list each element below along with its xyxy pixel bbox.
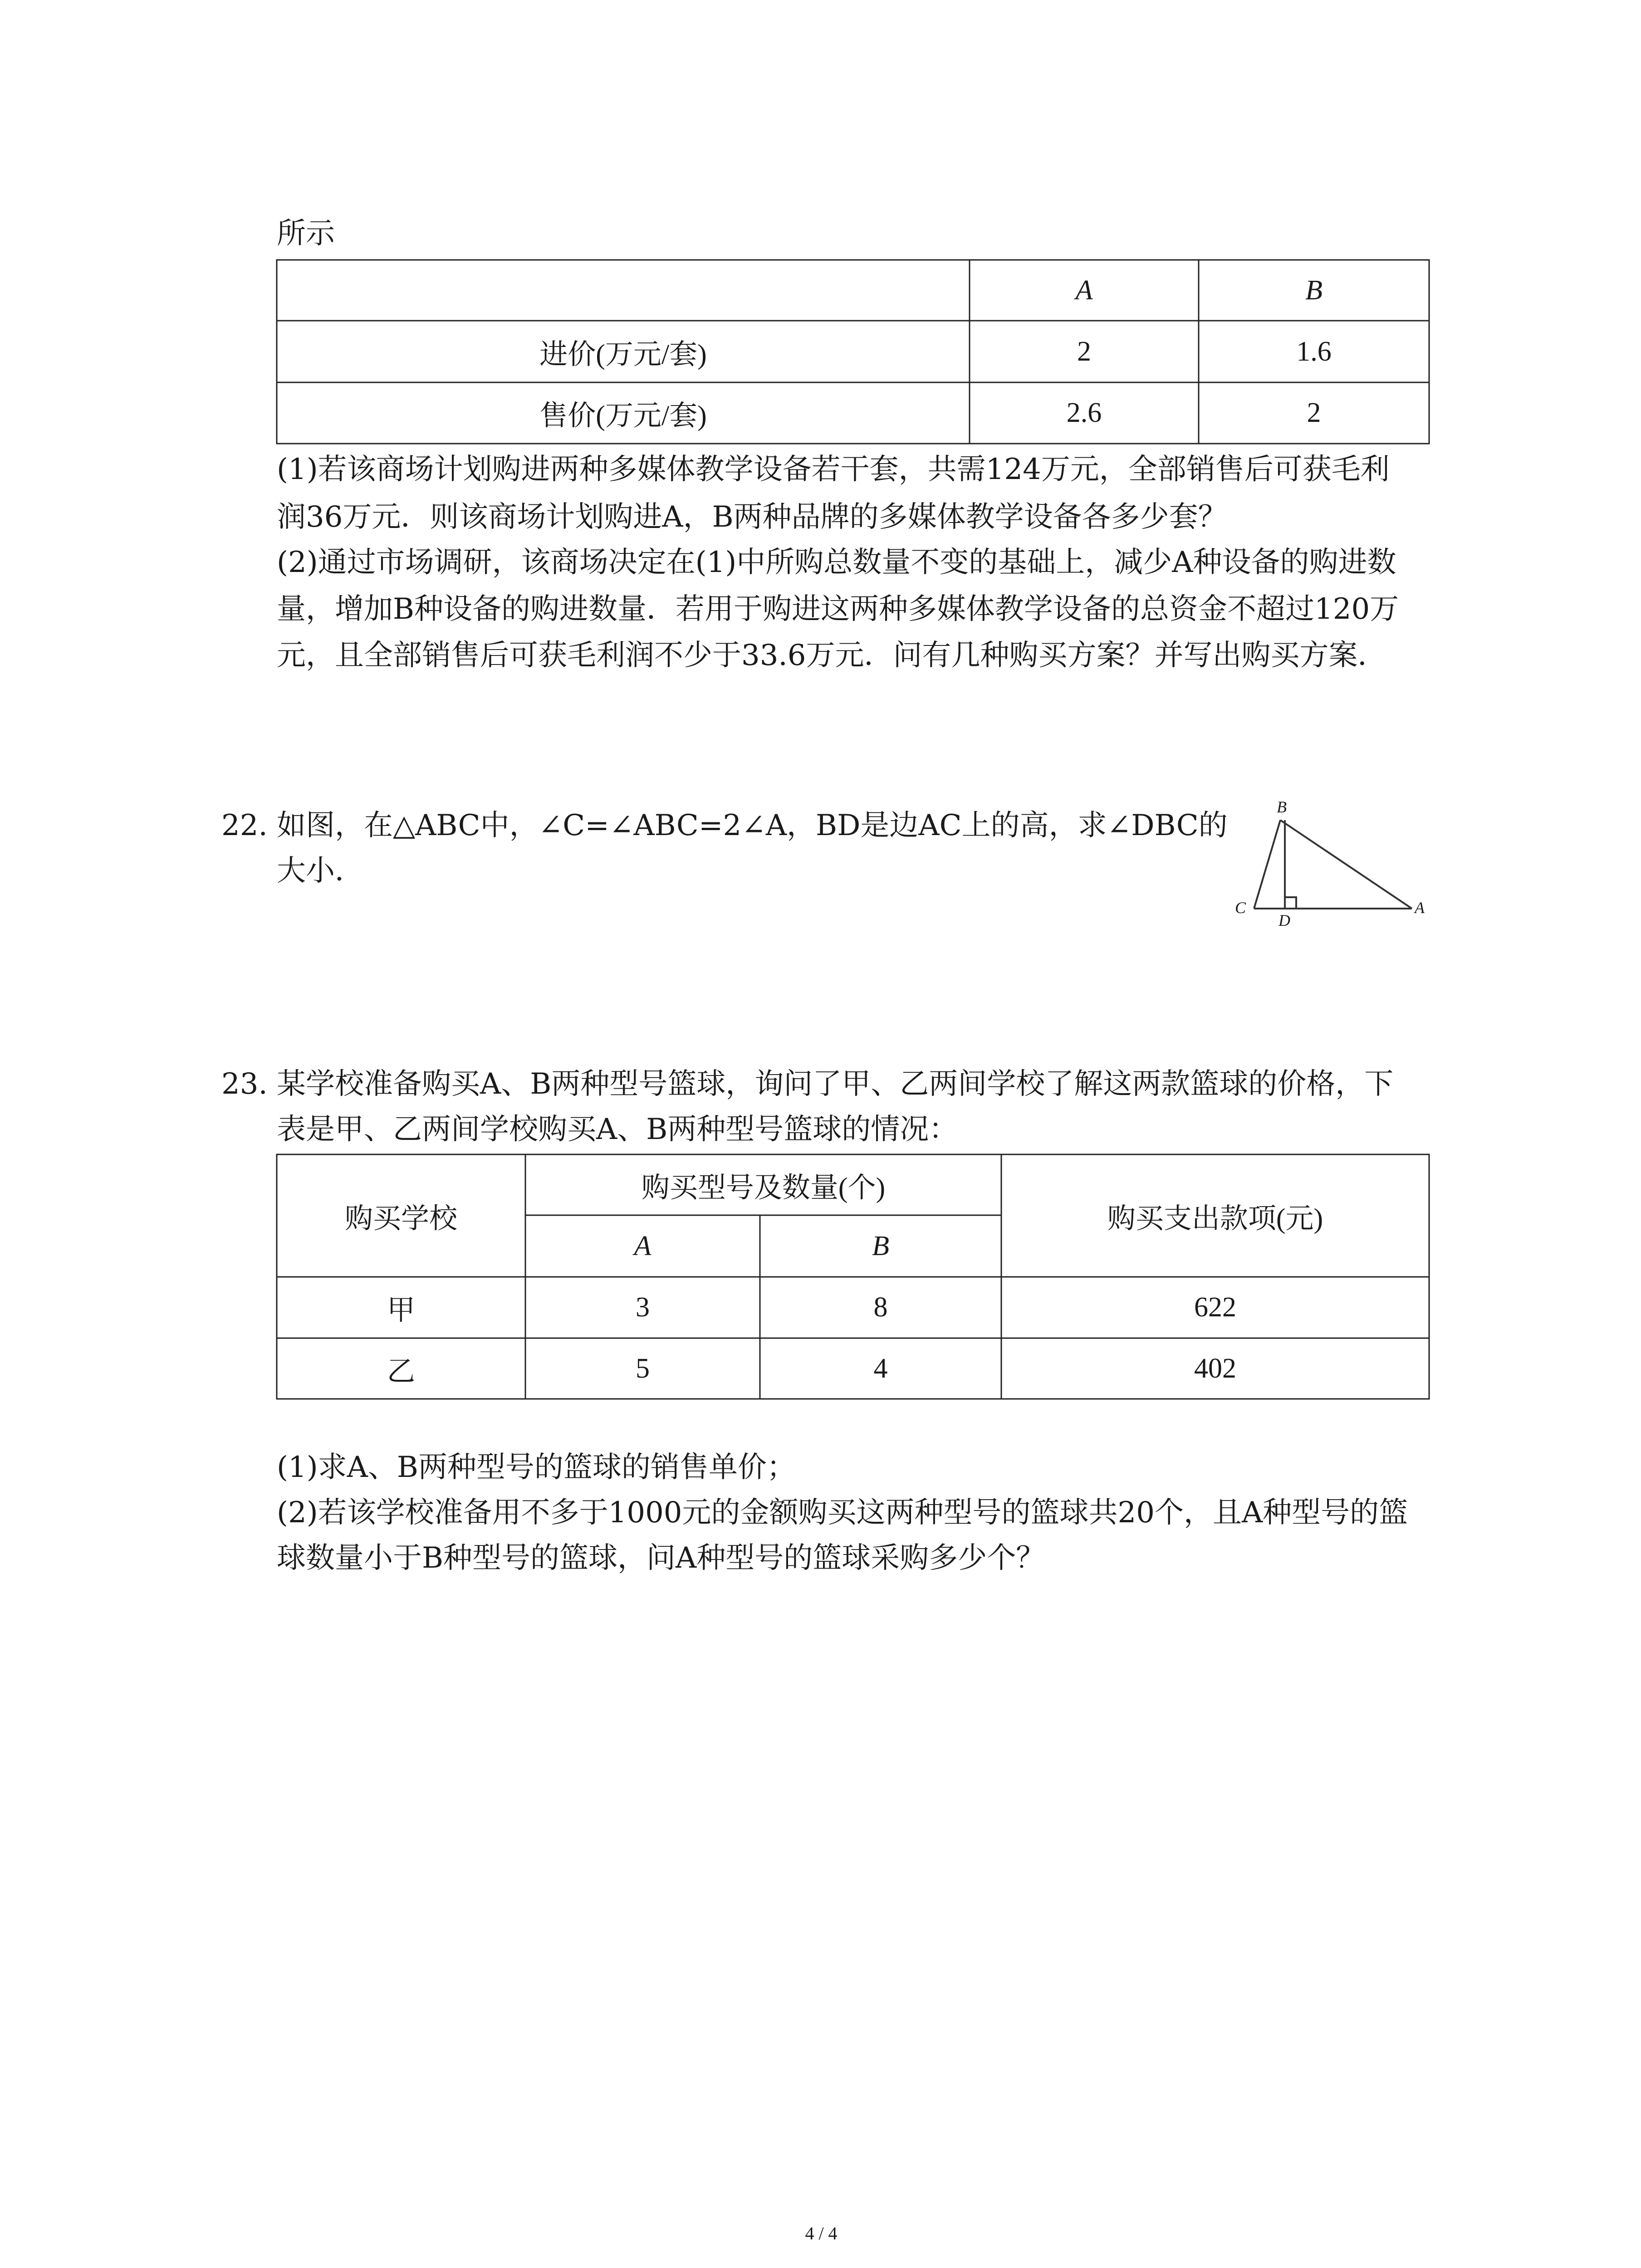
table1-row1-b: 1.6 xyxy=(1296,336,1332,367)
page-number: 4 / 4 xyxy=(805,2223,838,2244)
q21-part2-line1: (2)通过市场调研，该商场决定在(1)中所购总数量不变的基础上，减少A种设备的购进数 xyxy=(277,546,1396,579)
q21-part2-line3: 元，且全部销售后可获毛利润不少于33.6万元．问有几种购买方案？并写出购买方案． xyxy=(277,639,1387,672)
table2-header-a: A xyxy=(634,1230,652,1261)
figure-label-d: D xyxy=(1279,911,1290,929)
table2-header-total: 购买支出款项(元) xyxy=(1107,1203,1323,1234)
q21-part1-line2: 润36万元．则该商场计划购进A，B两种品牌的多媒体教学设备各多少套？ xyxy=(277,500,1227,534)
table1-row1-a: 2 xyxy=(1077,336,1091,367)
table1-header-a: A xyxy=(1075,274,1093,306)
q23-line2: 表是甲、乙两间学校购买A、B两种型号篮球的情况： xyxy=(277,1113,958,1146)
table1-row2-a: 2.6 xyxy=(1066,397,1102,428)
q21-part1-line1: (1)若该商场计划购进两种多媒体教学设备若干套，共需124万元，全部销售后可获毛利 xyxy=(277,453,1390,486)
intro-text: 所示 xyxy=(277,217,335,250)
q22-line1: 如图，在△ABC中，∠C=∠ABC=2∠A，BD是边AC上的高，求∠DBC的 xyxy=(277,809,1228,842)
table2-row2-school: 乙 xyxy=(387,1356,415,1387)
q23-line1: 某学校准备购买A、B两种型号篮球，询问了甲、乙两间学校了解这两款篮球的价格，下 xyxy=(277,1067,1394,1101)
q23-part2-line1: (2)若该学校准备用不多于1000元的金额购买这两种型号的篮球共20个，且A种型号的篮 xyxy=(277,1496,1408,1530)
figure-label-b: B xyxy=(1277,798,1287,816)
table2-row1-a: 3 xyxy=(636,1292,650,1323)
table2-row1-school: 甲 xyxy=(387,1295,415,1326)
table2-row2-b: 4 xyxy=(873,1353,888,1384)
table1-row2-b: 2 xyxy=(1307,397,1321,428)
figure-label-a: A xyxy=(1415,899,1425,917)
table2-row2-total: 402 xyxy=(1194,1353,1236,1384)
figure-label-c: C xyxy=(1235,899,1246,917)
q22-line2: 大小． xyxy=(277,854,364,888)
table2-row2-a: 5 xyxy=(636,1353,650,1384)
q23-number: 23. xyxy=(221,1067,268,1101)
q23-part1: (1)求A、B两种型号的篮球的销售单价； xyxy=(277,1451,796,1484)
q23-part2-line2: 球数量小于B种型号的篮球，问A种型号的篮球采购多少个？ xyxy=(277,1541,1045,1575)
table2-header-b: B xyxy=(872,1230,889,1261)
table1-row2-label: 售价(万元/套) xyxy=(539,401,707,431)
q22-number: 22. xyxy=(221,809,268,842)
table1-row1-label: 进价(万元/套) xyxy=(539,339,707,370)
table2-row1-b: 8 xyxy=(873,1292,888,1323)
table2-header-school: 购买学校 xyxy=(344,1203,457,1234)
table1-header-b: B xyxy=(1305,274,1323,306)
q21-part2-line2: 量，增加B种设备的购进数量．若用于购进这两种多媒体教学设备的总资金不超过120万 xyxy=(277,592,1399,626)
table2-header-group: 购买型号及数量(个) xyxy=(641,1172,886,1203)
table2-row1-total: 622 xyxy=(1194,1292,1236,1323)
